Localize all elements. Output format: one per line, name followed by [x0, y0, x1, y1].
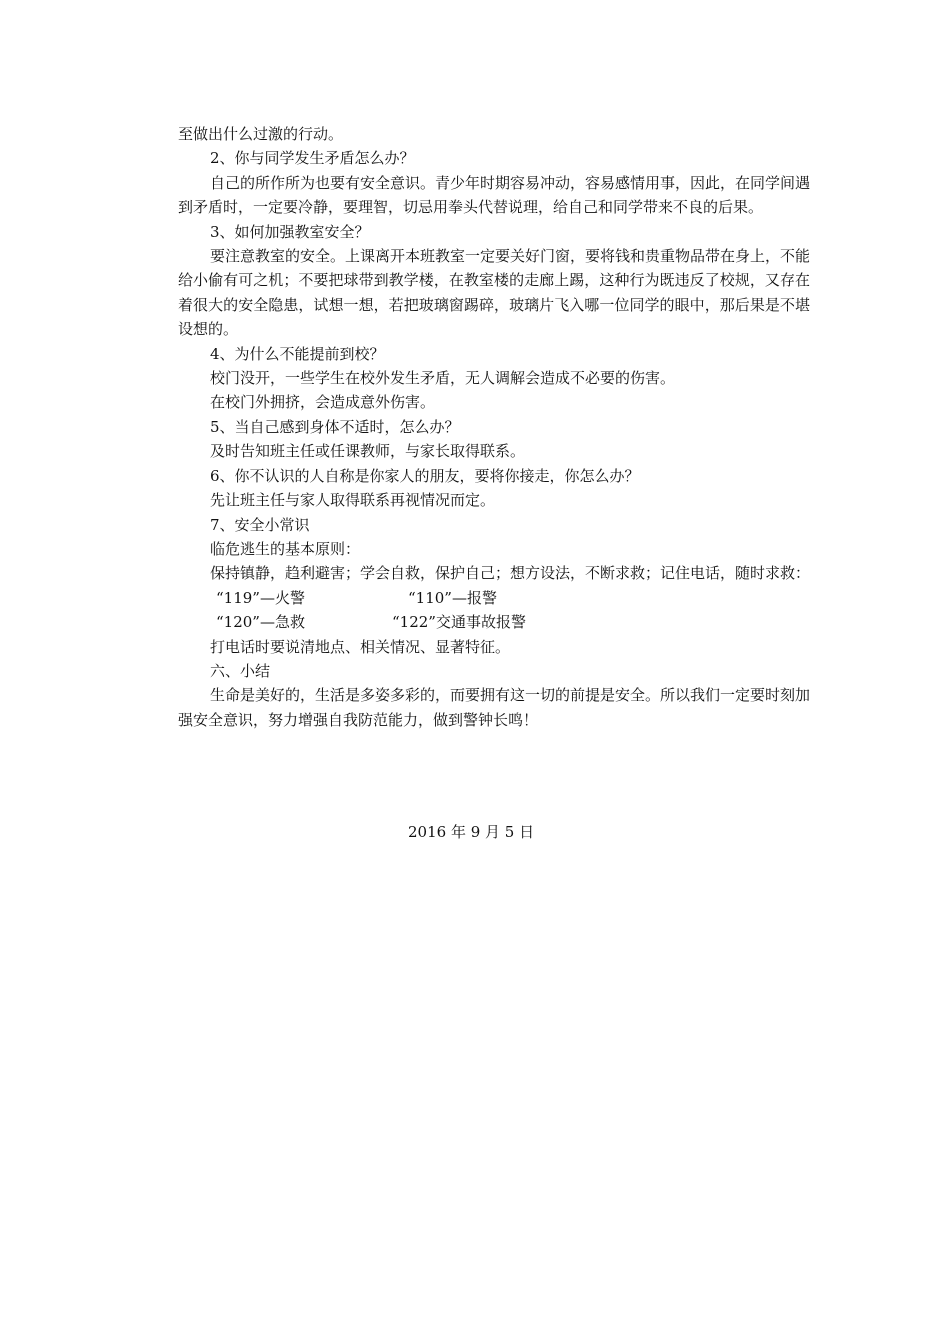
question-heading-2: 2、你与同学发生矛盾怎么办？	[210, 149, 415, 168]
answer-paragraph-6: 先让班主任与家人取得联系再视情况而定。	[210, 491, 496, 510]
answer-paragraph-5: 及时告知班主任或任课教师，与家长取得联系。	[210, 442, 526, 461]
summary-heading: 六、小结	[210, 661, 271, 680]
answer-paragraph-4b: 在校门外拥挤，会造成意外伤害。	[210, 393, 436, 412]
question-heading-6: 6、你不认识的人自称是你家人的朋友，要将你接走，你怎么办？	[210, 466, 640, 485]
principles-paragraph: 保持镇静，趋利避害；学会自救，保护自己；想方设法，不断求救；记住电话，随时求救：	[210, 564, 811, 583]
answer-paragraph-4a: 校门没开，一些学生在校外发生矛盾，无人调解会造成不必要的伤害。	[210, 369, 676, 388]
hotline-row-2	[178, 610, 810, 634]
section-heading-7: 7、安全小常识	[210, 515, 310, 534]
summary-paragraph: 生命是美好的，生活是多姿多彩的，而要拥有这一切的前提是安全。所以我们一定要时刻加强安全意识，努力增强自我防范能力，做到警钟长鸣！	[178, 686, 811, 729]
document-body	[178, 122, 810, 732]
hotline-fire: “119”—火警	[216, 588, 305, 607]
hotline-traffic: “122”交通事故报警	[392, 613, 526, 632]
hotline-police: “110”—报警	[408, 588, 497, 607]
answer-paragraph-2: 自己的所作所为也要有安全意识。青少年时期容易冲动，容易感情用事，因此，在同学间遇到矛盾时，一定要冷静，要理智，切忌用拳头代替说理，给自己和同学带来不良的后果。	[178, 173, 811, 217]
answer-paragraph-3: 要注意教室的安全。上课离开本班教室一定要关好门窗，要将钱和贵重物品带在身上，不能给小偷有可之机；不要把球带到教学楼，在教室楼的走廊上踢，这种行为既违反了校规，又存在着很大的安全隐患，试想一想，若把玻璃窗踢碎，玻璃片飞入哪一位同学的眼中，那后果是不堪设想的。	[178, 247, 811, 339]
question-heading-3: 3、如何加强教室安全？	[210, 222, 370, 241]
hotline-row-1	[178, 586, 810, 610]
document-date: 2016 年 9 月 5 日	[408, 823, 535, 841]
call-instructions: 打电话时要说清地点、相关情况、显著特征。	[210, 637, 511, 656]
principles-heading: 临危逃生的基本原则：	[210, 539, 361, 558]
hotline-ambulance: “120”—急救	[216, 613, 305, 632]
question-heading-5: 5、当自己感到身体不适时，怎么办？	[210, 417, 460, 436]
paragraph-continuation: 至做出什么过激的行动。	[178, 125, 344, 143]
question-heading-4: 4、为什么不能提前到校？	[210, 344, 385, 363]
